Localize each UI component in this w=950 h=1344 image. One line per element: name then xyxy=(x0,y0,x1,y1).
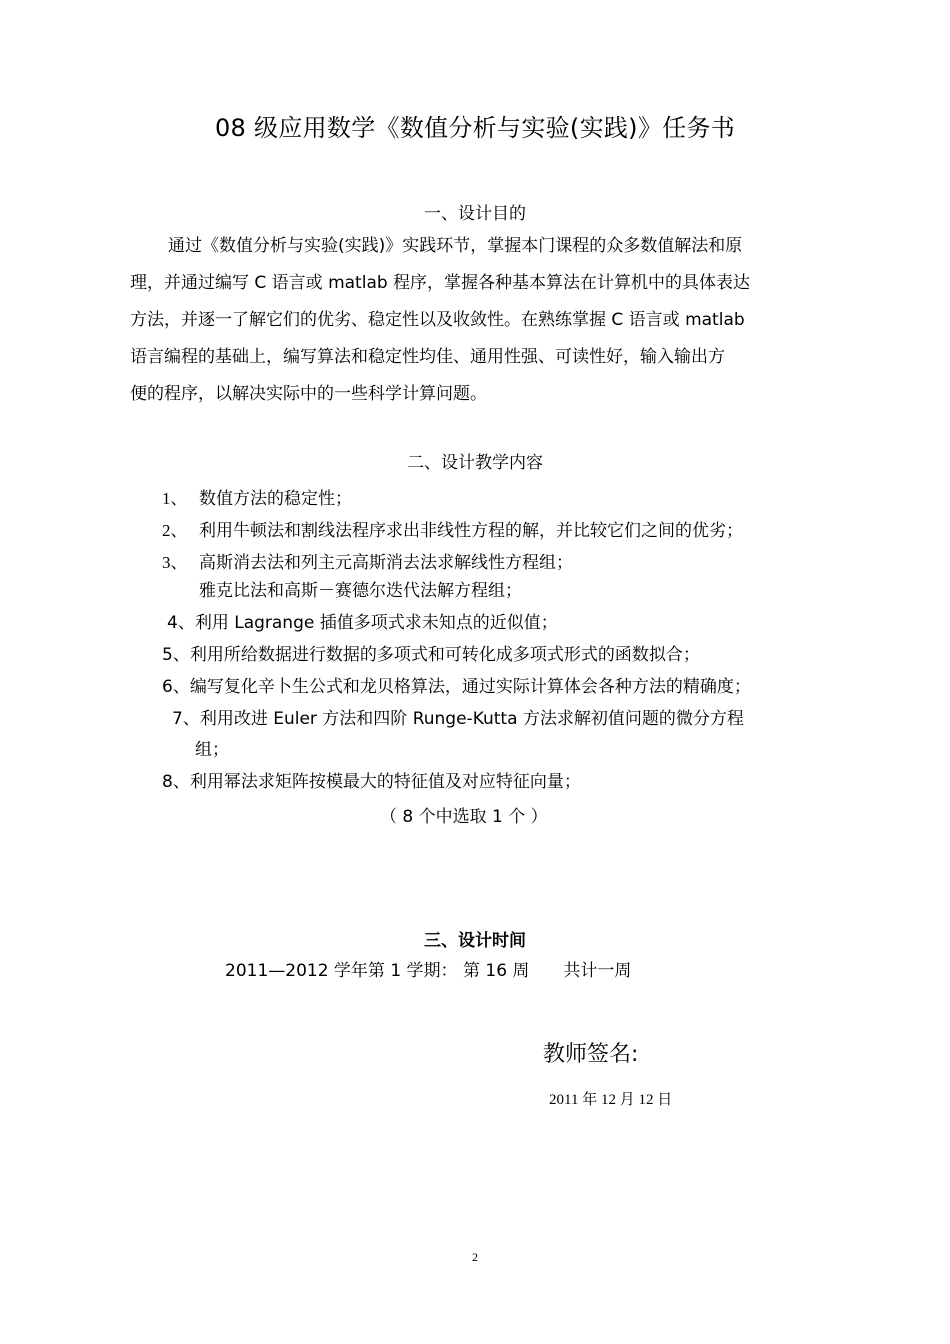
total-duration-text: 共计一周 xyxy=(563,961,632,981)
semester-text: 2011—2012 学年第 1 学期： xyxy=(225,961,458,981)
paragraph-line: 便的程序，以解决实际中的一些科学计算问题。 xyxy=(130,384,487,404)
list-item-number: 3、 xyxy=(162,553,188,572)
list-item: 5、利用所给数据进行数据的多项式和可转化成多项式形式的函数拟合； xyxy=(162,645,700,665)
list-item-number: 2、 xyxy=(162,521,188,540)
list-item: 7、利用改进 Euler 方法和四阶 Runge-Kutta 方法求解初值问题的微分方程 xyxy=(172,709,744,729)
list-item: 数值方法的稳定性； xyxy=(199,489,352,509)
list-item-number: 1、 xyxy=(162,489,188,508)
list-item: 组； xyxy=(195,740,229,760)
paragraph-line: 语言编程的基础上，编写算法和稳定性均佳、通用性强、可读性好，输入输出方 xyxy=(130,347,725,367)
section-3-heading: 三、设计时间 xyxy=(424,931,526,951)
week-text: 第 16 周 xyxy=(462,961,530,981)
list-item: 6、编写复化辛卜生公式和龙贝格算法，通过实际计算体会各种方法的精确度； xyxy=(162,677,751,697)
list-item: 8、利用幂法求矩阵按模最大的特征值及对应特征向量； xyxy=(162,772,581,792)
sign-date: 2011 年 12 月 12 日 xyxy=(549,1092,673,1108)
document-title: 08 级应用数学《数值分析与实验(实践)》任务书 xyxy=(214,114,736,142)
list-item: 高斯消去法和列主元高斯消去法求解线性方程组； xyxy=(199,553,573,573)
paragraph-line: 方法，并逐一了解它们的优劣、稳定性以及收敛性。在熟练掌握 C 语言或 matlab xyxy=(130,310,745,330)
section-2-heading: 二、设计教学内容 xyxy=(407,453,543,473)
list-item: 4、利用 Lagrange 插值多项式求未知点的近似值； xyxy=(167,613,558,633)
design-time-line xyxy=(225,956,631,981)
paragraph-line: 理，并通过编写 C 语言或 matlab 程序，掌握各种基本算法在计算机中的具体表达 xyxy=(130,273,751,293)
page-number: 2 xyxy=(472,1250,478,1264)
list-item: 利用牛顿法和割线法程序求出非线性方程的解，并比较它们之间的优劣； xyxy=(199,521,743,541)
section-1-heading: 一、设计目的 xyxy=(424,204,526,224)
teacher-signature-label: 教师签名: xyxy=(543,1042,639,1067)
paragraph-line: 通过《数值分析与实验(实践)》实践环节，掌握本门课程的众多数值解法和原 xyxy=(168,236,743,256)
section-1-paragraph xyxy=(130,228,820,413)
list-item: 雅克比法和高斯－赛德尔迭代法解方程组； xyxy=(199,581,522,601)
selection-note: （ 8 个中选取 1 个 ） xyxy=(380,807,548,827)
